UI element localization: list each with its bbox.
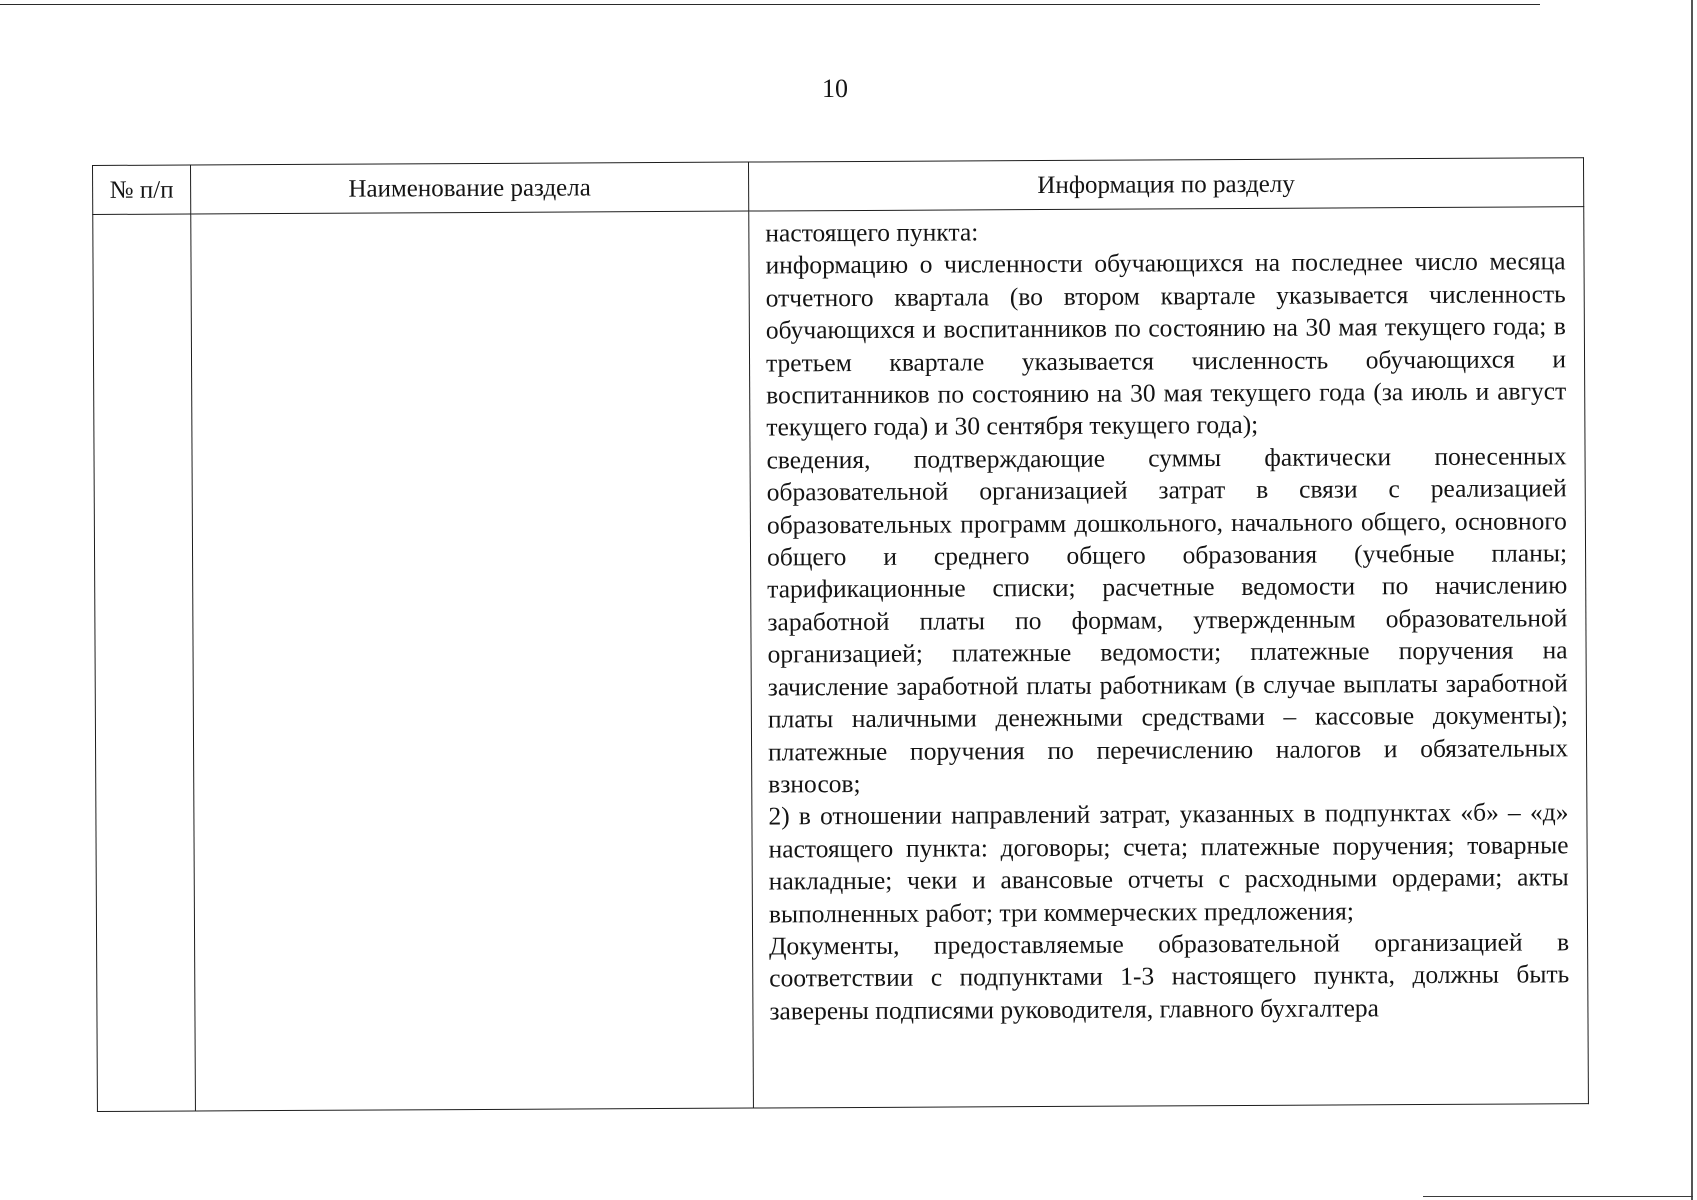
- top-border-line: [0, 4, 1540, 5]
- table-header-row: [93, 158, 1584, 215]
- cell-section-name: [191, 211, 754, 1111]
- info-paragraph: информацию о численности обучающихся на последнее число месяца отчетного квартала (во втором квартале указывается численность обучающихся и воспитанников по состоянию на 30 мая текущего года; в третьем квартале указывается численность обучающихся и воспитанников по состоянию на 30 мая текущего года (за июль и август текущего года) и 30 сентября текущего года);: [765, 246, 1567, 442]
- info-paragraph: Документы, предоставляемые образовательной организацией в соответствии с подпунктами 1-3 настоящего пункта, должны быть заверены подписями руководителя, главного бухгалтера: [769, 927, 1570, 1026]
- document-table: [92, 157, 1589, 1112]
- info-paragraph: 2) в отношении направлений затрат, указанных в подпунктах «б» – «д» настоящего пункта: договоры; счета; платежные поручения; товарные накладные; чеки и авансовые отчеты с расходными ордерами; акты выполненных работ; три коммерческих предложения;: [768, 797, 1569, 928]
- bottom-border-line: [1423, 1196, 1693, 1197]
- header-section-info: Информация по разделу: [748, 158, 1583, 211]
- cell-number: [93, 214, 196, 1112]
- cell-section-info: [749, 207, 1589, 1108]
- header-section-name: Наименование раздела: [191, 162, 749, 214]
- table-row: [93, 207, 1589, 1112]
- info-paragraph: настоящего пункта:: [765, 217, 979, 248]
- page-number: 10: [822, 74, 848, 103]
- info-paragraph: сведения, подтверждающие суммы фактически понесенных образовательной организацией затрат в связи с реализацией образовательных программ дошкольного, начального общего, основного общего и среднего общего образования (учебные планы; тарификационные списки; расчетные ведомости по начислению заработной платы по формам, утвержденным образовательной организацией; платежные ведомости; платежные поручения на зачисление заработной платы работникам (в случае выплаты заработной платы наличными денежными средствами – кассовые документы); платежные поручения по перечислению налогов и обязательных взносов;: [766, 441, 1569, 799]
- right-border-line: [1691, 0, 1693, 1200]
- header-number: № п/п: [93, 165, 191, 215]
